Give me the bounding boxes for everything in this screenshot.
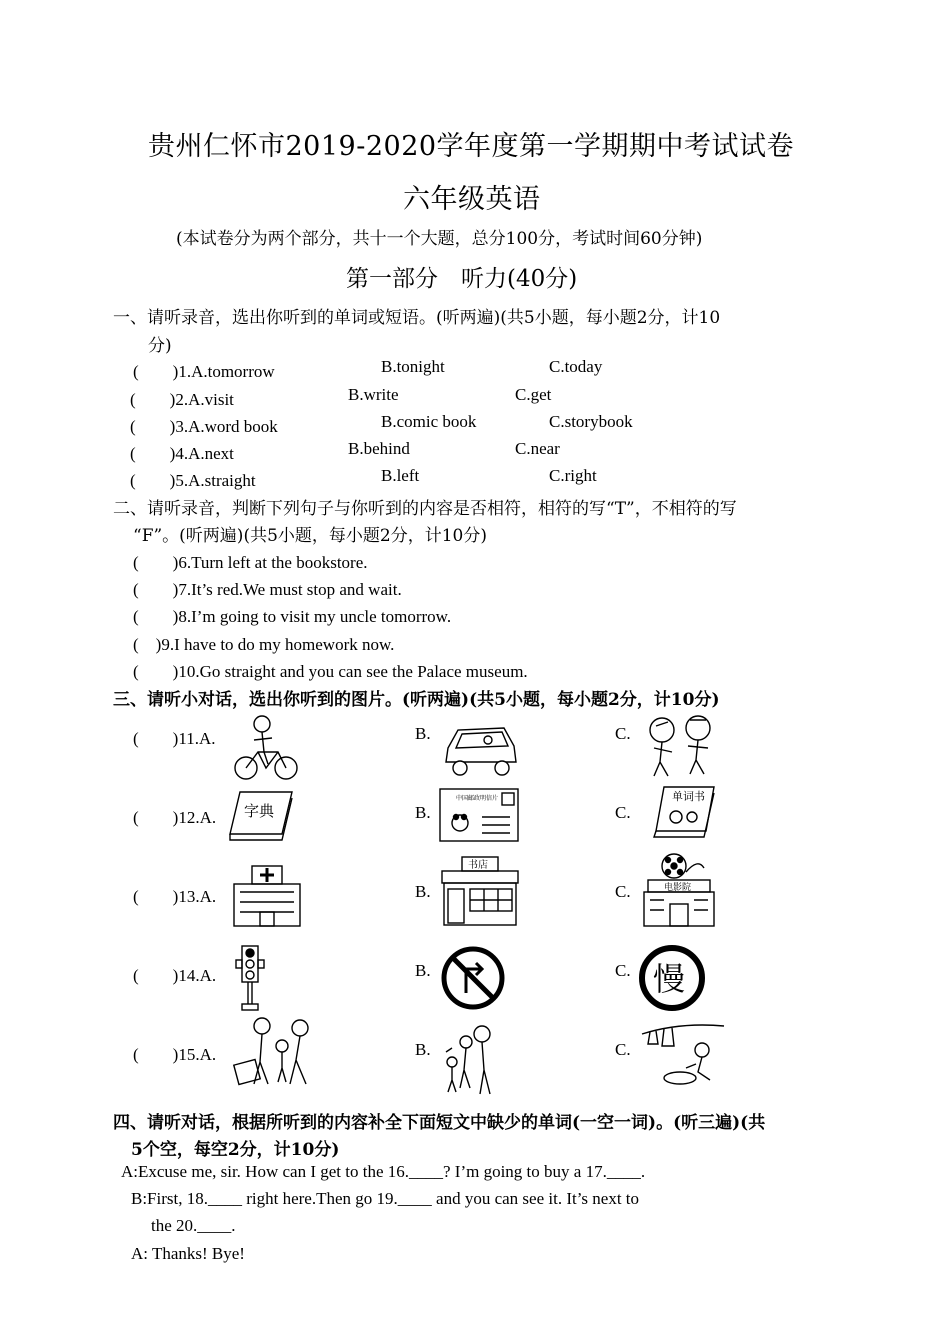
wordbook-label: 单词书 [672,790,705,803]
q3-number: ( )3.A.word book [130,417,278,436]
q6-statement: ( )6.Turn left at the bookstore. [133,553,368,572]
part1-title: 第一部分 听力(40分) [346,266,578,292]
q1-option-c: C.today [549,357,603,376]
q9-statement: ( )9.I have to do my homework now. [133,635,395,654]
washing-clothes-picture [640,1020,726,1088]
exam-subtitle: 六年级英语 [403,184,541,215]
q3-option-c: C.storybook [549,412,633,431]
cinema-picture [640,852,720,928]
q11-option-c: C. [615,724,631,743]
q15-option-c: C. [615,1040,631,1059]
q4-option-b: B.behind [348,439,410,458]
q11-option-b: B. [415,724,431,743]
q13-option-c: C. [615,882,631,901]
q14-number: ( )14.A. [133,966,217,985]
section1-instruction: 一、请听录音，选出你听到的单词或短语。(听两遍)(共5小题，每小题2分，计10 [113,308,721,328]
postcard-picture [438,787,520,843]
q1-number: ( )1.A.tomorrow [133,362,275,381]
bookstore-label: 书店 [468,860,488,871]
section1-instruction-cont: 分) [148,336,172,356]
bookstore-picture [440,855,520,927]
exam-note: (本试卷分为两个部分，共十一个大题，总分100分，考试时间60分钟) [176,229,703,249]
q13-option-b: B. [415,882,431,901]
slow-sign [638,944,706,1012]
q15-number: ( )15.A. [133,1045,217,1064]
no-right-turn-sign [440,945,506,1011]
traffic-light-picture [234,944,270,1012]
q14-option-b: B. [415,961,431,980]
hospital-picture [230,862,304,928]
section3-instruction: 三、请听小对话，选出你听到的图片。(听两遍)(共5小题，每小题2分，计10分) [113,690,720,710]
q10-statement: ( )10.Go straight and you can see the Palace museum. [133,662,528,681]
q8-statement: ( )8.I’m going to visit my uncle tomorrow. [133,607,452,626]
q13-number: ( )13.A. [133,887,217,906]
cinema-label: 电影院 [664,883,692,893]
slow-sign-label: 慢 [653,960,686,998]
q4-number: ( )4.A.next [130,444,234,463]
q2-option-c: C.get [515,385,552,404]
section4-instruction-cont: 5个空，每空2分，计10分) [131,1140,340,1160]
q12-option-c: C. [615,803,631,822]
q2-number: ( )2.A.visit [130,390,234,409]
dictionary-picture [226,786,296,842]
section2-instruction: 二、请听录音，判断下列句子与你听到的内容是否相符，相符的写“T”，不相符的写 [113,499,737,519]
q5-option-b: B.left [381,466,420,485]
q12-number: ( )12.A. [133,808,217,827]
dialogue-line-b2: the 20.____. [151,1216,236,1235]
q11-number: ( )11.A. [133,729,216,748]
q12-option-b: B. [415,803,431,822]
dictionary-label: 字典 [244,802,275,820]
car-picture [442,722,520,778]
dialogue-line-a1: A:Excuse me, sir. How can I get to the 16.____? I’m going to buy a 17.____. [121,1162,646,1181]
postcard-label: 中国邮政明信片 [456,795,499,802]
q14-option-c: C. [615,961,631,980]
family-travel-picture [232,1016,322,1088]
q2-option-b: B.write [348,385,399,404]
q5-number: ( )5.A.straight [130,471,256,490]
q1-option-b: B.tonight [381,357,445,376]
q15-option-b: B. [415,1040,431,1059]
section2-instruction-cont: “F”。(听两遍)(共5小题，每小题2分，计10分) [133,526,487,546]
q7-statement: ( )7.It’s red.We must stop and wait. [133,580,402,599]
section4-instruction: 四、请听对话，根据所听到的内容补全下面短文中缺少的单词(一空一词)。(听三遍)(共 [113,1113,766,1133]
q4-option-c: C.near [515,439,560,458]
dialogue-line-b1: B:First, 18.____ right here.Then go 19.____ and you can see it. It’s next to [131,1189,640,1208]
bicycle-picture [228,712,300,782]
dialogue-line-a2: A: Thanks! Bye! [131,1244,245,1263]
exam-title: 贵州仁怀市2019-2020学年度第一学期期中考试试卷 [148,131,795,162]
family-greeting-picture [440,1024,504,1096]
q5-option-c: C.right [549,466,597,485]
q3-option-b: B.comic book [381,412,477,431]
walking-children-picture [640,712,720,780]
wordbook-picture [648,783,718,841]
